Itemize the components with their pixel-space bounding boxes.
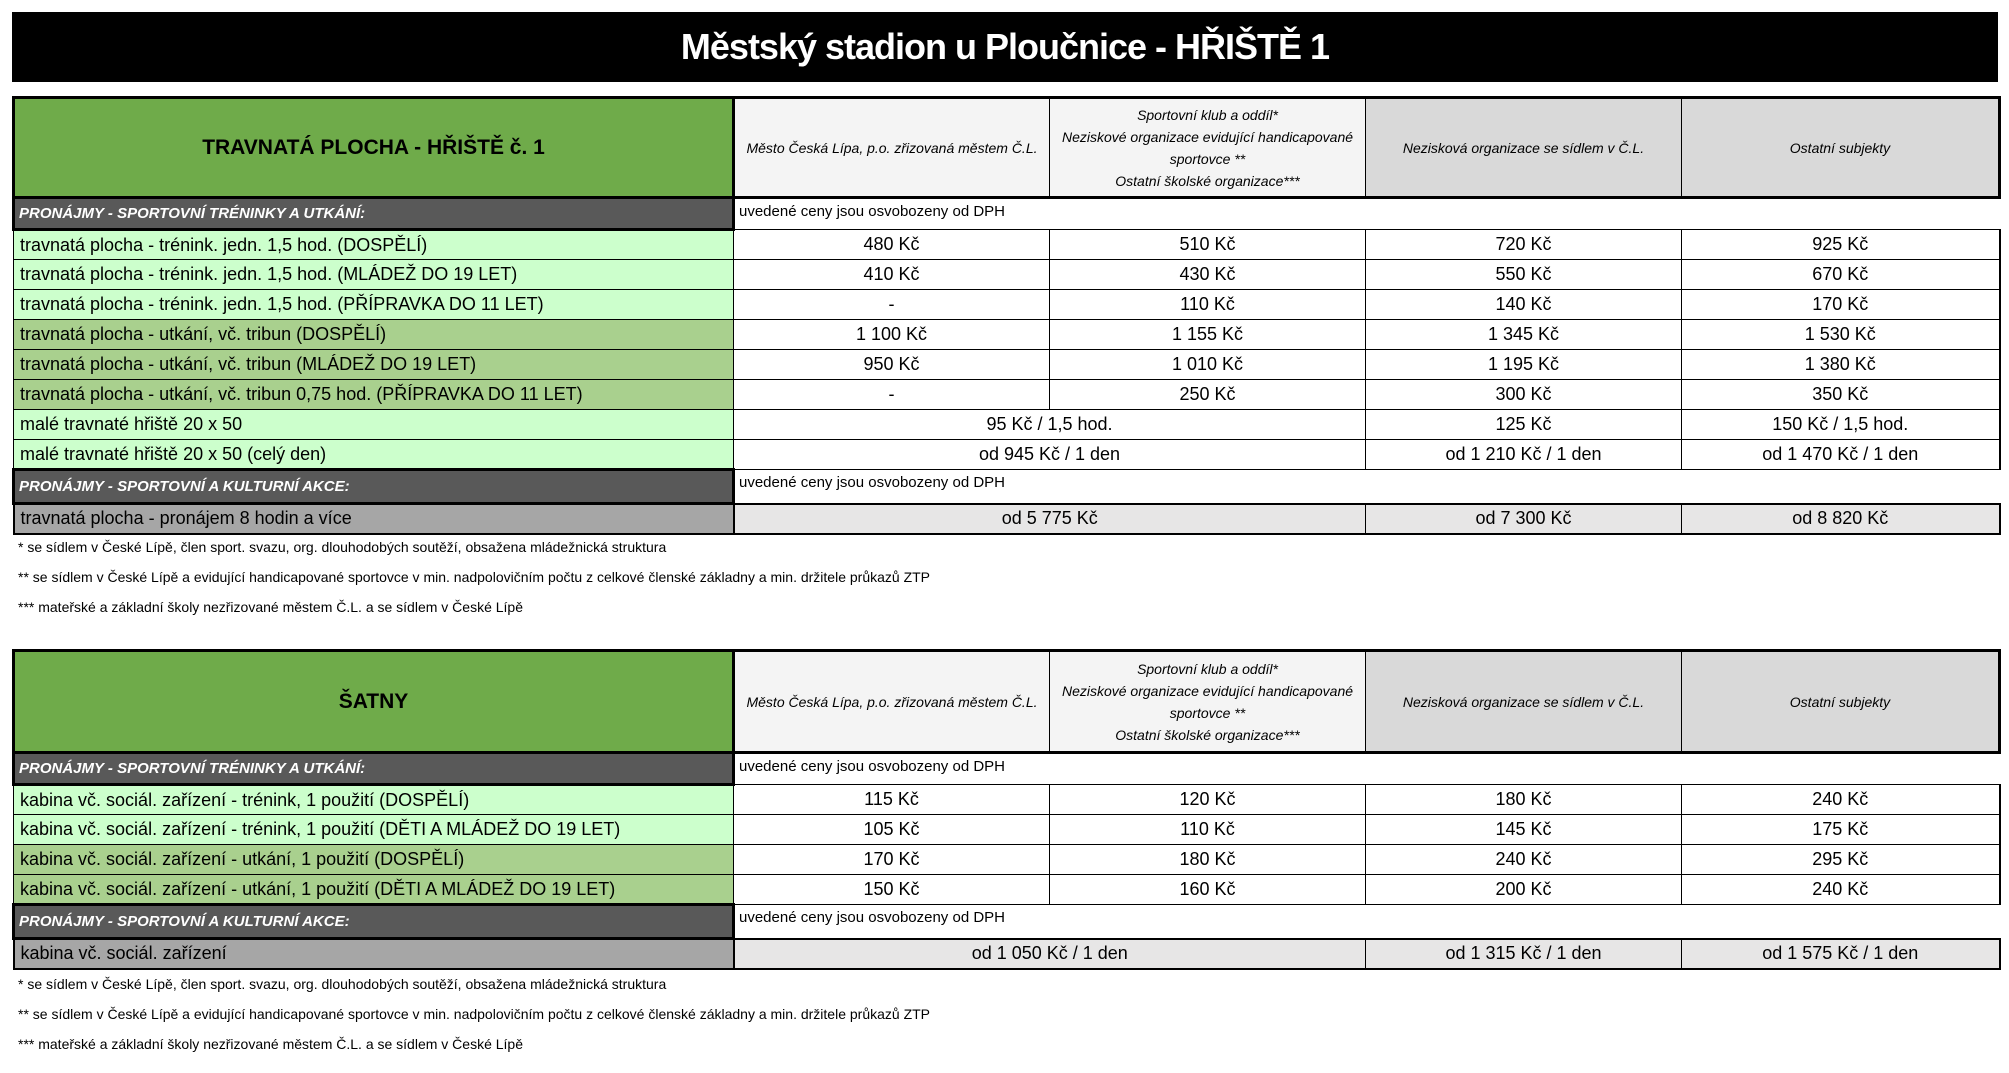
footnote: * se sídlem v České Lípě, člen sport. svazu, org. dlouhodobých soutěží, obsažena mládežnická struktura bbox=[18, 976, 667, 992]
row-label: kabina vč. sociál. zařízení - trénink, 1 použití (DOSPĚLÍ) bbox=[14, 785, 734, 815]
price-cell: 240 Kč bbox=[1682, 875, 2000, 905]
table-row bbox=[14, 815, 2000, 845]
price-cell: 115 Kč bbox=[734, 785, 1050, 815]
price-cell: 180 Kč bbox=[1050, 845, 1366, 875]
price-cell: od 1 575 Kč / 1 den bbox=[1682, 939, 2000, 969]
price-cell: 950 Kč bbox=[734, 350, 1050, 380]
row-label: travnatá plocha - trénink. jedn. 1,5 hod. (MLÁDEŽ DO 19 LET) bbox=[14, 260, 734, 290]
price-cell: 170 Kč bbox=[1682, 290, 2000, 320]
price-cell: od 8 820 Kč bbox=[1682, 504, 2000, 534]
price-cell-merged: od 5 775 Kč bbox=[734, 504, 1366, 534]
price-cell: 430 Kč bbox=[1050, 260, 1366, 290]
price-cell: 1 195 Kč bbox=[1366, 350, 1682, 380]
price-cell: 145 Kč bbox=[1366, 815, 1682, 845]
price-cell: 250 Kč bbox=[1050, 380, 1366, 410]
row-label: kabina vč. sociál. zařízení - trénink, 1 použití (DĚTI A MLÁDEŽ DO 19 LET) bbox=[14, 815, 734, 845]
column-header-city bbox=[734, 98, 1050, 198]
row-label: malé travnaté hřiště 20 x 50 (celý den) bbox=[14, 440, 734, 470]
price-cell: - bbox=[734, 380, 1050, 410]
price-cell: 720 Kč bbox=[1366, 230, 1682, 260]
price-cell-merged: od 945 Kč / 1 den bbox=[734, 440, 1366, 470]
row-label: travnatá plocha - trénink. jedn. 1,5 hod. (DOSPĚLÍ) bbox=[14, 230, 734, 260]
column-header-city bbox=[734, 651, 1050, 753]
group-label: PRONÁJMY - SPORTOVNÍ TRÉNINKY A UTKÁNÍ: bbox=[14, 198, 734, 230]
price-cell: 175 Kč bbox=[1682, 815, 2000, 845]
price-cell: 1 530 Kč bbox=[1682, 320, 2000, 350]
footnote: ** se sídlem v České Lípě a evidující handicapované sportovce v min. nadpolovičním počtu z celkové členské základny a min. držitele průkazů ZTP bbox=[18, 569, 931, 585]
table-row bbox=[14, 260, 2000, 290]
footnote: * se sídlem v České Lípě, člen sport. svazu, org. dlouhodobých soutěží, obsažena mládežnická struktura bbox=[18, 539, 667, 555]
price-cell: 110 Kč bbox=[1050, 815, 1366, 845]
column-header-nonprofit bbox=[1366, 98, 1682, 198]
footnote: ** se sídlem v České Lípě a evidující handicapované sportovce v min. nadpolovičním počtu z celkové členské základny a min. držitele průkazů ZTP bbox=[18, 1006, 931, 1022]
column-header-line: Sportovní klub a oddíl* bbox=[1137, 106, 1278, 123]
row-label: travnatá plocha - utkání, vč. tribun 0,75 hod. (PŘÍPRAVKA DO 11 LET) bbox=[14, 380, 734, 410]
column-header-line: Ostatní školské organizace*** bbox=[1115, 726, 1300, 743]
price-cell-merged: 95 Kč / 1,5 hod. bbox=[734, 410, 1366, 440]
column-header-line: Nezisková organizace se sídlem v Č.L. bbox=[1402, 139, 1645, 156]
price-cell: 510 Kč bbox=[1050, 230, 1366, 260]
price-cell: od 1 210 Kč / 1 den bbox=[1366, 440, 1682, 470]
price-cell: 1 010 Kč bbox=[1050, 350, 1366, 380]
price-cell: 140 Kč bbox=[1366, 290, 1682, 320]
row-label: travnatá plocha - trénink. jedn. 1,5 hod. (PŘÍPRAVKA DO 11 LET) bbox=[14, 290, 734, 320]
group-label: PRONÁJMY - SPORTOVNÍ A KULTURNÍ AKCE: bbox=[14, 905, 734, 939]
row-label: travnatá plocha - pronájem 8 hodin a více bbox=[14, 504, 734, 534]
column-header-sports-clubs bbox=[1050, 651, 1366, 753]
pricing-table-changing-rooms bbox=[12, 649, 1998, 970]
column-header-line: Město Česká Lípa, p.o. zřizovaná městem Č.L. bbox=[746, 693, 1038, 710]
price-cell: 1 380 Kč bbox=[1682, 350, 2000, 380]
price-cell: 295 Kč bbox=[1682, 845, 2000, 875]
price-cell: - bbox=[734, 290, 1050, 320]
column-header-line: Ostatní subjekty bbox=[1789, 139, 1891, 156]
row-label: kabina vč. sociál. zařízení - utkání, 1 použití (DOSPĚLÍ) bbox=[14, 845, 734, 875]
price-cell: 1 155 Kč bbox=[1050, 320, 1366, 350]
price-cell: 170 Kč bbox=[734, 845, 1050, 875]
footnote: *** mateřské a základní školy nezřizované městem Č.L. a se sídlem v České Lípě bbox=[18, 1036, 523, 1052]
price-cell: od 7 300 Kč bbox=[1366, 504, 1682, 534]
column-header-others bbox=[1682, 98, 2000, 198]
column-header-line: Neziskové organizace evidující handicapované sportovce ** bbox=[1061, 682, 1354, 721]
price-cell-merged: od 1 050 Kč / 1 den bbox=[734, 939, 1366, 969]
table-row bbox=[14, 380, 2000, 410]
group-note: uvedené ceny jsou osvobozeny od DPH bbox=[739, 203, 1006, 220]
price-cell: 240 Kč bbox=[1682, 785, 2000, 815]
price-cell: 105 Kč bbox=[734, 815, 1050, 845]
price-cell: od 1 315 Kč / 1 den bbox=[1366, 939, 1682, 969]
column-header-line: Nezisková organizace se sídlem v Č.L. bbox=[1402, 693, 1645, 710]
table-row bbox=[14, 939, 2000, 969]
price-cell: 125 Kč bbox=[1366, 410, 1682, 440]
table-row bbox=[14, 320, 2000, 350]
price-cell: 300 Kč bbox=[1366, 380, 1682, 410]
price-cell: 240 Kč bbox=[1366, 845, 1682, 875]
column-header-line: Neziskové organizace evidující handicapované sportovce ** bbox=[1061, 128, 1354, 167]
column-header-line: Ostatní subjekty bbox=[1789, 693, 1891, 710]
price-cell: 150 Kč bbox=[734, 875, 1050, 905]
price-cell: 120 Kč bbox=[1050, 785, 1366, 815]
table-row bbox=[14, 350, 2000, 380]
price-cell: 550 Kč bbox=[1366, 260, 1682, 290]
price-cell: 480 Kč bbox=[734, 230, 1050, 260]
group-label: PRONÁJMY - SPORTOVNÍ TRÉNINKY A UTKÁNÍ: bbox=[14, 753, 734, 785]
column-header-others bbox=[1682, 651, 2000, 753]
row-label: kabina vč. sociál. zařízení bbox=[14, 939, 734, 969]
price-cell: 350 Kč bbox=[1682, 380, 2000, 410]
price-cell: 200 Kč bbox=[1366, 875, 1682, 905]
table-row bbox=[14, 845, 2000, 875]
price-cell: 410 Kč bbox=[734, 260, 1050, 290]
price-cell: 670 Kč bbox=[1682, 260, 2000, 290]
table-row bbox=[14, 504, 2000, 534]
price-cell: 925 Kč bbox=[1682, 230, 2000, 260]
table-row bbox=[14, 290, 2000, 320]
group-note: uvedené ceny jsou osvobozeny od DPH bbox=[739, 474, 1006, 491]
price-cell: 1 100 Kč bbox=[734, 320, 1050, 350]
group-note: uvedené ceny jsou osvobozeny od DPH bbox=[739, 758, 1006, 775]
footnote: *** mateřské a základní školy nezřizované městem Č.L. a se sídlem v České Lípě bbox=[18, 599, 523, 615]
row-label: malé travnaté hřiště 20 x 50 bbox=[14, 410, 734, 440]
pricing-table-pitch bbox=[12, 96, 1998, 535]
column-header-sports-clubs bbox=[1050, 98, 1366, 198]
table-row bbox=[14, 785, 2000, 815]
price-cell: 1 345 Kč bbox=[1366, 320, 1682, 350]
row-label: travnatá plocha - utkání, vč. tribun (DOSPĚLÍ) bbox=[14, 320, 734, 350]
column-header-line: Město Česká Lípa, p.o. zřizovaná městem Č.L. bbox=[746, 139, 1038, 156]
row-label: kabina vč. sociál. zařízení - utkání, 1 použití (DĚTI A MLÁDEŽ DO 19 LET) bbox=[14, 875, 734, 905]
price-cell: 150 Kč / 1,5 hod. bbox=[1682, 410, 2000, 440]
table-row bbox=[14, 410, 2000, 440]
column-header-line: Sportovní klub a oddíl* bbox=[1137, 660, 1278, 677]
column-header-nonprofit bbox=[1366, 651, 1682, 753]
table-title: ŠATNY bbox=[14, 651, 734, 753]
price-cell: 180 Kč bbox=[1366, 785, 1682, 815]
table-row bbox=[14, 875, 2000, 905]
price-cell: 110 Kč bbox=[1050, 290, 1366, 320]
column-header-line: Ostatní školské organizace*** bbox=[1115, 172, 1300, 189]
group-label: PRONÁJMY - SPORTOVNÍ A KULTURNÍ AKCE: bbox=[14, 470, 734, 504]
row-label: travnatá plocha - utkání, vč. tribun (MLÁDEŽ DO 19 LET) bbox=[14, 350, 734, 380]
table-row bbox=[14, 230, 2000, 260]
table-row bbox=[14, 440, 2000, 470]
price-cell: 160 Kč bbox=[1050, 875, 1366, 905]
price-cell: od 1 470 Kč / 1 den bbox=[1682, 440, 2000, 470]
page-title: Městský stadion u Ploučnice - HŘIŠTĚ 1 bbox=[12, 12, 1998, 82]
table-title: TRAVNATÁ PLOCHA - HŘIŠTĚ č. 1 bbox=[14, 98, 734, 198]
group-note: uvedené ceny jsou osvobozeny od DPH bbox=[739, 909, 1006, 926]
